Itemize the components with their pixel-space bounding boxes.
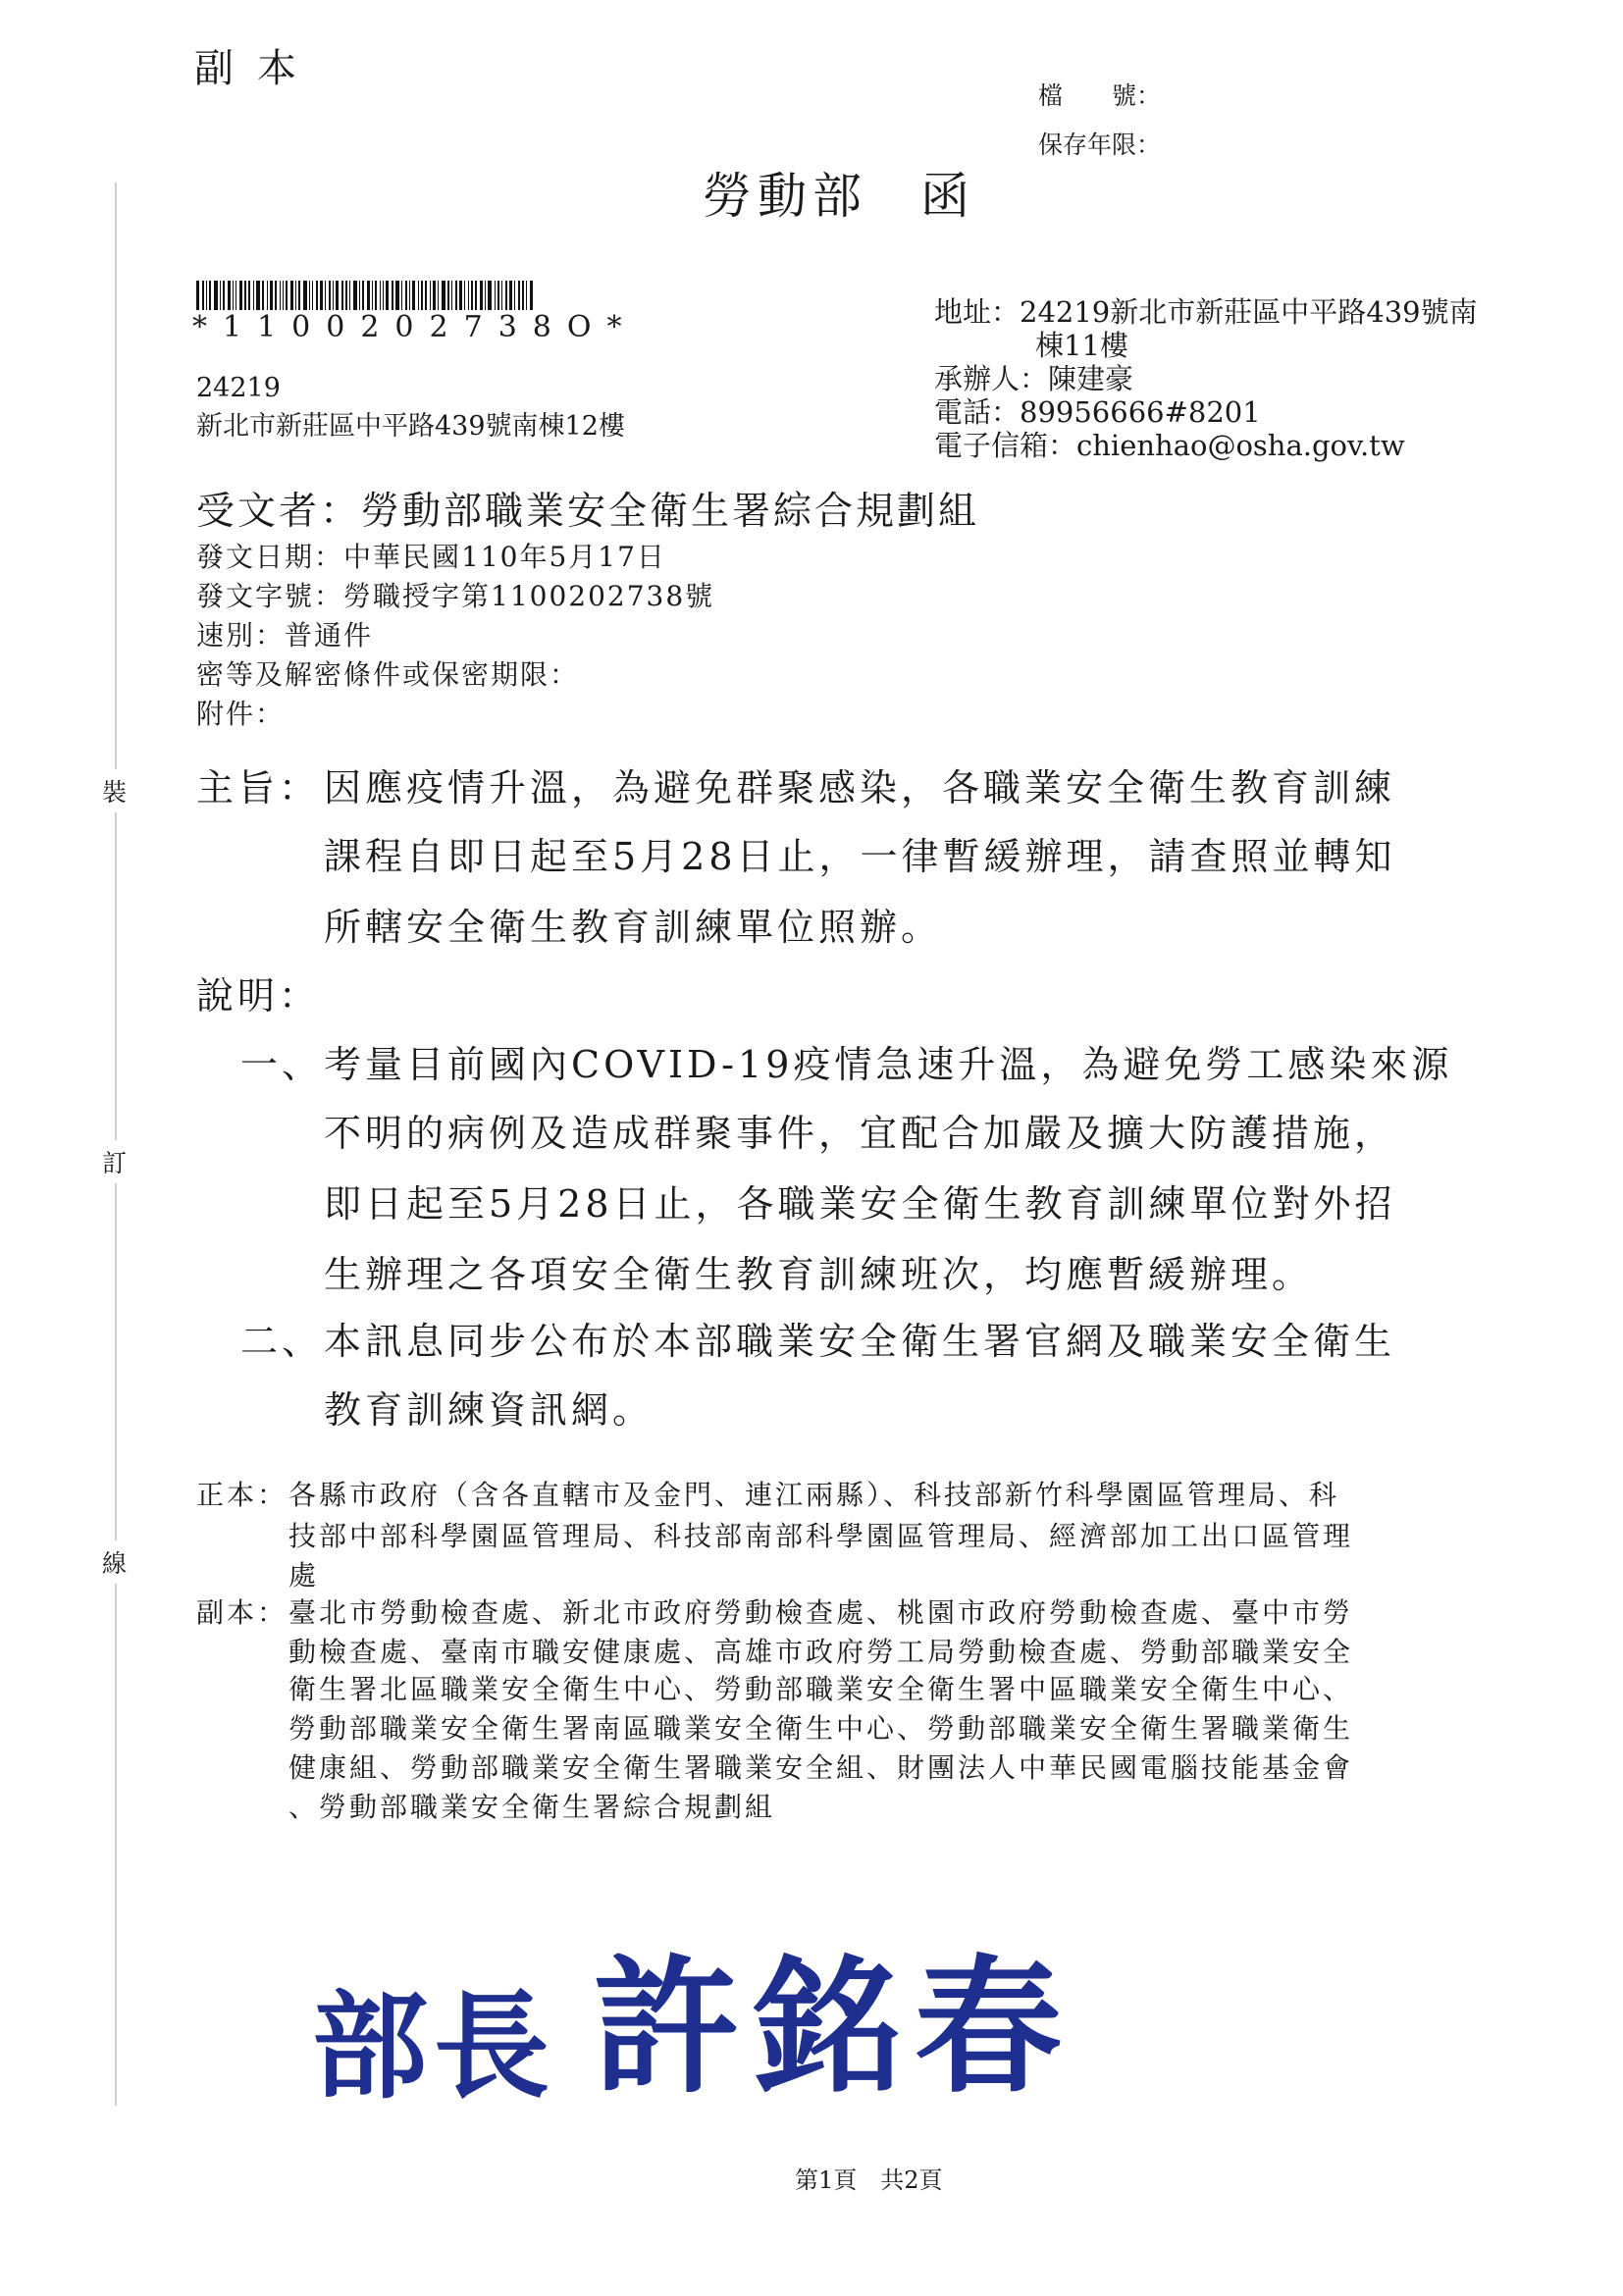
barcode-bar	[505, 281, 507, 310]
barcode-bar	[455, 281, 457, 310]
barcode-bar	[438, 281, 439, 310]
barcode-bar	[359, 281, 360, 310]
barcode-bar	[270, 281, 273, 310]
barcode-bar	[501, 281, 502, 310]
delivery-speed: 速別：普通件	[196, 619, 374, 652]
copy-mark: 副本	[194, 46, 320, 91]
contact-email: 電子信箱：chienhao@osha.gov.tw	[934, 429, 1405, 462]
barcode-bar	[202, 281, 204, 310]
explanation-line: 生辦理之各項安全衛生教育訓練班次，均應暫緩辦理。	[324, 1253, 1314, 1296]
secrecy-level: 密等及解密條件或保密期限：	[196, 658, 580, 691]
title-type: 函	[920, 168, 975, 225]
barcode-bar	[459, 281, 462, 310]
barcode-bar	[401, 281, 402, 310]
contact-phone: 電話：89956666#8201	[934, 395, 1261, 429]
barcode-bar	[522, 281, 524, 310]
barcode-bar	[386, 281, 389, 310]
binding-mark-ding: 訂	[102, 1140, 127, 1183]
barcode-bar	[220, 281, 221, 310]
copy-recipients-line: 勞動部職業安全衛生署南區職業安全衛生中心、勞動部職業安全衛生署職業衛生	[288, 1712, 1354, 1745]
primary-recipients-line: 處	[288, 1559, 320, 1592]
barcode-bar	[405, 281, 407, 310]
recipient: 受文者：勞動部職業安全衛生署綜合規劃組	[196, 490, 980, 534]
barcode-bar	[497, 281, 499, 310]
barcode-bar	[495, 281, 496, 310]
copy-recipients-label: 副本：	[196, 1596, 288, 1629]
barcode-bar	[349, 281, 350, 310]
barcode-bar	[353, 281, 357, 310]
sender-address: 新北市新莊區中平路439號南棟12樓	[196, 411, 625, 442]
barcode-bar	[409, 281, 410, 310]
subject-label: 主旨：	[196, 766, 321, 809]
explanation-line: 本訊息同步公布於本部職業安全衛生署官網及職業安全衛生	[324, 1320, 1396, 1363]
copy-recipients-line: 健康組、勞動部職業安全衛生署職業安全組、財團法人中華民國電腦技能基金會	[288, 1751, 1354, 1784]
barcode-bar	[262, 281, 264, 310]
barcode-bar	[367, 281, 370, 310]
barcode-text: *1100202738O*	[192, 310, 638, 344]
barcode-bar	[485, 281, 486, 310]
retention-label: 保存年限：	[1038, 130, 1162, 159]
document-number: 發文字號：勞職授字第1100202738號	[196, 580, 715, 612]
barcode-bar	[303, 281, 307, 310]
copy-recipients-line: 動檢查處、臺南市職安健康處、高雄市政府勞工局勞動檢查處、勞動部職業安全	[288, 1636, 1354, 1668]
sender-postal-code: 24219	[196, 373, 281, 403]
barcode-bar	[372, 281, 373, 310]
barcode-bar	[333, 281, 334, 310]
barcode-bar	[280, 281, 281, 310]
barcode-bar	[451, 281, 452, 310]
barcode-bar	[421, 281, 423, 310]
barcode-bar	[526, 281, 527, 310]
barcode-bar	[206, 281, 207, 310]
barcode-bar	[267, 281, 268, 310]
contact-address-line1: 地址：24219新北市新莊區中平路439號南	[934, 295, 1478, 329]
subject-line: 因應疫情升溫，為避免群聚感染，各職業安全衛生教育訓練	[324, 766, 1396, 809]
barcode-bar	[244, 281, 246, 310]
barcode-bar	[395, 281, 399, 310]
explanation-line: 考量目前國內COVID-19疫情急速升溫，為避免勞工感染來源	[324, 1043, 1453, 1086]
explanation-line: 教育訓練資訊網。	[324, 1388, 654, 1432]
explanation-line: 即日起至5月28日止，各職業安全衛生教育訓練單位對外招	[324, 1182, 1396, 1226]
title-org: 勞動部	[703, 168, 867, 225]
barcode-bar	[320, 281, 323, 310]
primary-recipients-line: 各縣市政府（含各直轄市及金門、連江兩縣）、科技部新竹科學園區管理局、科	[288, 1479, 1340, 1511]
barcode-bar	[295, 281, 296, 310]
minister-signature-stamp	[312, 1908, 1075, 2120]
barcode-bar	[425, 281, 427, 310]
barcode-bar	[375, 281, 377, 310]
barcode-bar	[275, 281, 277, 310]
barcode-bar	[518, 281, 520, 310]
signature-name: 許銘春	[593, 1943, 1076, 2113]
barcode-bar	[412, 281, 415, 310]
barcode-graphic	[196, 281, 675, 310]
barcode-bar	[468, 281, 469, 310]
page-number: 第1頁 共2頁	[795, 2166, 943, 2194]
barcode-bar	[362, 281, 364, 310]
barcode-bar	[228, 281, 231, 310]
barcode-bar	[488, 281, 492, 310]
barcode-bar	[329, 281, 331, 310]
barcode-bar	[233, 281, 234, 310]
barcode-bar	[298, 281, 300, 310]
barcode-bar	[256, 281, 260, 310]
contact-address-line2: 棟11樓	[1035, 329, 1128, 362]
issue-date: 發文日期：中華民國110年5月17日	[196, 541, 666, 573]
barcode-bar	[309, 281, 310, 310]
barcode-bar	[392, 281, 393, 310]
barcode-bar	[480, 281, 483, 310]
barcode-bar	[530, 281, 533, 310]
barcode-bar	[442, 281, 445, 310]
barcode-bar	[286, 281, 288, 310]
barcode-bar	[514, 281, 515, 310]
barcode-bar	[239, 281, 242, 310]
copy-recipients-line: 、勞動部職業安全衛生署綜合規劃組	[288, 1791, 776, 1823]
barcode-bar	[196, 281, 199, 310]
contact-handler: 承辦人：陳建豪	[934, 362, 1134, 395]
copy-recipients-line: 衛生署北區職業安全衛生中心、勞動部職業安全衛生署中區職業安全衛生中心、	[288, 1673, 1354, 1705]
barcode-bar	[430, 281, 431, 310]
barcode-bar	[253, 281, 254, 310]
subject-line: 課程自即日起至5月28日止，一律暫緩辦理，請查照並轉知	[324, 835, 1396, 878]
barcode-bar	[336, 281, 339, 310]
primary-recipients-label: 正本：	[196, 1479, 288, 1511]
barcode-bar	[223, 281, 225, 310]
file-number-label: 檔 號：	[1038, 81, 1162, 110]
binding-mark-zhuang: 裝	[102, 769, 127, 812]
barcode-bar	[325, 281, 326, 310]
signature-title: 部長	[312, 1979, 556, 2114]
primary-recipients-line: 技部中部科學園區管理局、科技部南部科學園區管理局、經濟部加工出口區管理	[288, 1520, 1354, 1552]
barcode-bar	[316, 281, 318, 310]
barcode-bar	[447, 281, 449, 310]
barcode-bar	[380, 281, 381, 310]
binding-mark-xian: 線	[102, 1540, 127, 1584]
barcode-bar	[248, 281, 250, 310]
document-title	[703, 157, 975, 228]
barcode-bar	[433, 281, 436, 310]
barcode-bar	[471, 281, 473, 310]
barcode-bar	[312, 281, 313, 310]
barcode-bar	[209, 281, 211, 310]
barcode-bar	[475, 281, 477, 310]
subject-line: 所轄安全衛生教育訓練單位照辦。	[324, 906, 943, 949]
barcode-bar	[283, 281, 284, 310]
barcode-bar	[383, 281, 384, 310]
explanation-label: 說明：	[196, 974, 321, 1018]
barcode-bar	[214, 281, 218, 310]
copy-recipients-line: 臺北市勞動檢查處、新北市政府勞動檢查處、桃園市政府勞動檢查處、臺中市勞	[288, 1596, 1354, 1629]
explanation-item-number: 一、	[240, 1043, 324, 1086]
attachments: 附件：	[196, 698, 286, 730]
barcode-bar	[509, 281, 512, 310]
barcode-bar	[290, 281, 293, 310]
explanation-line: 不明的病例及造成群聚事件，宜配合加嚴及擴大防護措施，	[324, 1112, 1396, 1155]
barcode-bar	[418, 281, 419, 310]
barcode-bar	[341, 281, 343, 310]
barcode-bar	[464, 281, 465, 310]
barcode-bar	[345, 281, 347, 310]
explanation-item-number: 二、	[240, 1320, 324, 1363]
